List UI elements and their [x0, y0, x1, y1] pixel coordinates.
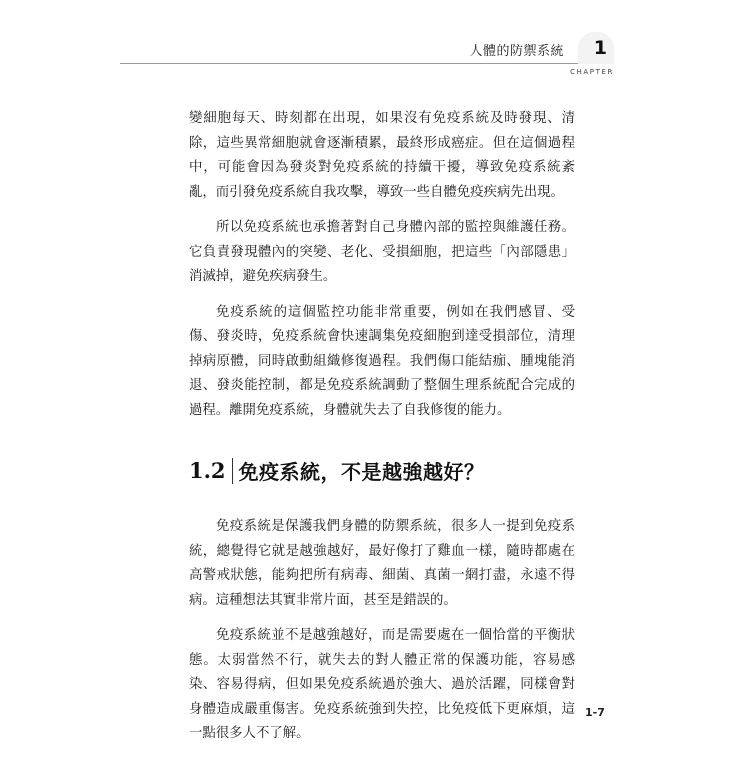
- running-header: [469, 40, 614, 59]
- chapter-label: CHAPTER: [570, 68, 614, 76]
- page-number: 1-7: [585, 706, 605, 719]
- paragraph: 免疫系統並不是越強越好，而是需要處在一個恰當的平衡狀態。太弱當然不行，就失去的對人體正常的保護功能，容易感染、容易得病，但如果免疫系統過於強大、過於活躍，同樣會對身體造成嚴重傷害。免疫系統強到失控，比免疫低下更麻煩，這一點很多人不了解。: [189, 628, 575, 741]
- paragraph: 免疫系統的這個監控功能非常重要，例如在我們感冒、受傷、發炎時，免疫系統會快速調集免疫細胞到達受損部位，清理掉病原體，同時啟動組織修復過程。我們傷口能結痂、腫塊能消退、發炎能控制，都是免疫系統調動了整個生理系統配合完成的過程。離開免疫系統，身體就失去了自我修復的能力。: [189, 304, 575, 418]
- header-rule: [120, 63, 613, 64]
- running-header-title: 人體的防禦系統: [469, 44, 564, 59]
- chapter-number: 1: [593, 37, 607, 59]
- section-divider: [232, 458, 233, 484]
- paragraph: 變細胞每天、時刻都在出現，如果沒有免疫系統及時發現、清除，這些異常細胞就會逐漸積累，最終形成癌症。但在這個過程中，可能會因為發炎對免疫系統的持續干擾，導致免疫系統紊亂，而引發免疫系統自我攻擊，導致一些自體免疫疾病先出現。: [189, 111, 575, 200]
- paragraph: 免疫系統是保護我們身體的防禦系統，很多人一提到免疫系統，總覺得它就是越強越好，最好像打了雞血一樣，隨時都處在高警戒狀態，能夠把所有病毒、細菌、真菌一網打盡，永遠不得病。這種想法其實非常片面，甚至是錯誤的。: [189, 519, 575, 608]
- section-number: 1.2: [189, 458, 226, 483]
- paragraph: 所以免疫系統也承擔著對自己身體內部的監控與維護任務。它負責發現體內的突變、老化、受損細胞，把這些「內部隱患」消滅掉，避免疾病發生。: [189, 220, 575, 284]
- section-title: 免疫系統，不是越強越好？: [238, 460, 485, 484]
- page-body: [189, 107, 575, 758]
- section-heading: [189, 456, 575, 485]
